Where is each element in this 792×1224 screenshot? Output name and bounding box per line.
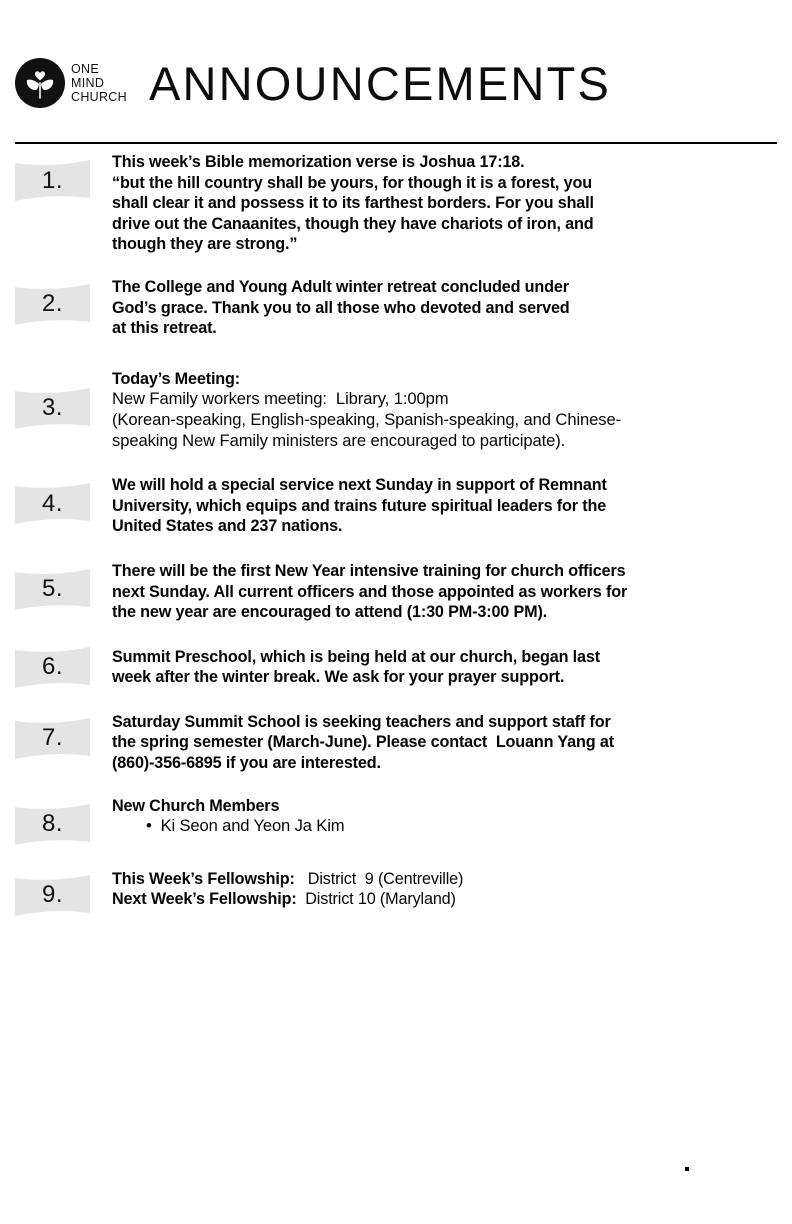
announcement-body — [112, 647, 792, 688]
page-title: ANNOUNCEMENTS — [148, 56, 612, 110]
announcement-body — [112, 869, 792, 910]
badge-shape — [15, 388, 90, 429]
announcement-body — [112, 277, 792, 339]
announcement-line: shall clear it and possess it to its farthest borders. For you shall — [112, 194, 594, 213]
announcement-item — [0, 475, 792, 537]
announcement-line: United States and 237 nations. — [112, 517, 343, 536]
announcement-number: 6. — [41, 653, 63, 681]
announcement-line: New Family workers meeting: Library, 1:00pm — [112, 389, 449, 409]
announcement-number: 4. — [41, 489, 63, 517]
announcement-number-badge — [0, 796, 90, 845]
announcement-number-badge — [0, 869, 90, 916]
announcement-line: (860)-356-6895 if you are interested. — [112, 754, 381, 773]
fellowship-value: District 10 (Maryland) — [296, 890, 456, 909]
announcement-item — [0, 869, 792, 916]
announcement-line — [112, 889, 774, 910]
badge-shape — [15, 718, 90, 759]
announcement-number: 2. — [41, 290, 63, 318]
announcement-number-badge — [0, 152, 90, 201]
announcement-line: We will hold a special service next Sunday in support of Remnant — [112, 476, 607, 495]
announcement-line: God’s grace. Thank you to all those who devoted and served — [112, 298, 570, 317]
page-header — [15, 44, 777, 122]
announcement-line: Today’s Meeting: — [112, 369, 241, 388]
announcement-line: drive out the Canaanites, though they have chariots of iron, and — [112, 214, 594, 233]
announcement-line: New Church Members — [112, 796, 280, 815]
announcement-line: • Ki Seon and Yeon Ja Kim — [146, 816, 345, 836]
logo-wordmark — [71, 62, 127, 104]
announcement-item — [0, 647, 792, 688]
announcement-number: 1. — [41, 166, 63, 194]
announcement-line: (Korean-speaking, English-speaking, Spanish-speaking, and Chinese- — [112, 409, 622, 429]
badge-shape — [15, 483, 90, 524]
announcement-item — [0, 796, 792, 845]
announcement-number-badge — [0, 475, 90, 524]
announcement-line: This week’s Bible memorization verse is Joshua 17:18. — [112, 153, 525, 171]
announcement-line: at this retreat. — [112, 319, 217, 338]
badge-shape — [15, 569, 90, 610]
church-leaf-heart-logo-icon — [15, 58, 65, 108]
announcement-item — [0, 712, 792, 774]
announcement-line: The College and Young Adult winter retreat concluded under — [112, 277, 569, 296]
announcement-line: speaking New Family ministers are encouraged to participate). — [112, 430, 566, 450]
announcement-line: the new year are encouraged to attend (1:30 PM-3:00 PM). — [112, 603, 548, 622]
announcement-item — [0, 277, 792, 339]
logo-word-line-3: CHURCH — [71, 90, 127, 104]
announcement-item — [0, 561, 792, 623]
announcement-line — [112, 869, 774, 890]
announcement-body — [112, 796, 792, 837]
announcement-number-badge — [0, 561, 90, 610]
logo-word-line-1: ONE — [71, 62, 99, 76]
announcement-line: Summit Preschool, which is being held at our church, began last — [112, 647, 600, 666]
announcement-line: next Sunday. All current officers and those appointed as workers for — [112, 582, 628, 601]
announcement-number: 7. — [41, 724, 63, 752]
badge-shape — [15, 647, 90, 688]
announcement-line: week after the winter break. We ask for your prayer support. — [112, 668, 565, 687]
announcements-list — [0, 152, 792, 930]
announcement-body — [112, 369, 792, 451]
badge-shape — [15, 160, 90, 201]
announcement-number: 9. — [41, 881, 63, 909]
announcement-body — [112, 561, 792, 623]
announcement-number-badge — [0, 369, 90, 429]
badge-shape — [15, 284, 90, 325]
announcement-number: 3. — [41, 394, 63, 422]
announcement-body — [112, 712, 792, 774]
announcement-number: 8. — [41, 810, 63, 838]
announcement-line: Saturday Summit School is seeking teachers and support staff for — [112, 712, 611, 731]
announcement-line: There will be the first New Year intensive training for church officers — [112, 561, 626, 580]
fellowship-label: This Week’s Fellowship: — [112, 869, 295, 888]
announcement-item — [0, 152, 792, 255]
badge-shape — [15, 875, 90, 916]
fellowship-value: District 9 (Centreville) — [294, 869, 464, 888]
announcement-line: “but the hill country shall be yours, for though it is a forest, you — [112, 173, 592, 192]
church-logo — [15, 58, 127, 108]
announcement-number-badge — [0, 277, 90, 325]
footer-mark — [685, 1167, 689, 1171]
announcement-line: the spring semester (March-June). Please contact Louann Yang at — [112, 733, 614, 752]
announcement-body — [112, 152, 792, 255]
logo-word-line-2: MIND — [71, 76, 105, 90]
header-divider — [15, 142, 777, 144]
badge-shape — [15, 804, 90, 845]
announcement-line: University, which equips and trains future spiritual leaders for the — [112, 496, 607, 515]
announcement-number-badge — [0, 712, 90, 759]
announcement-body — [112, 475, 792, 537]
announcement-line: though they are strong.” — [112, 235, 298, 254]
fellowship-label: Next Week’s Fellowship: — [112, 890, 297, 909]
announcement-number-badge — [0, 647, 90, 688]
announcement-item — [0, 369, 792, 451]
announcement-number: 5. — [41, 575, 63, 603]
